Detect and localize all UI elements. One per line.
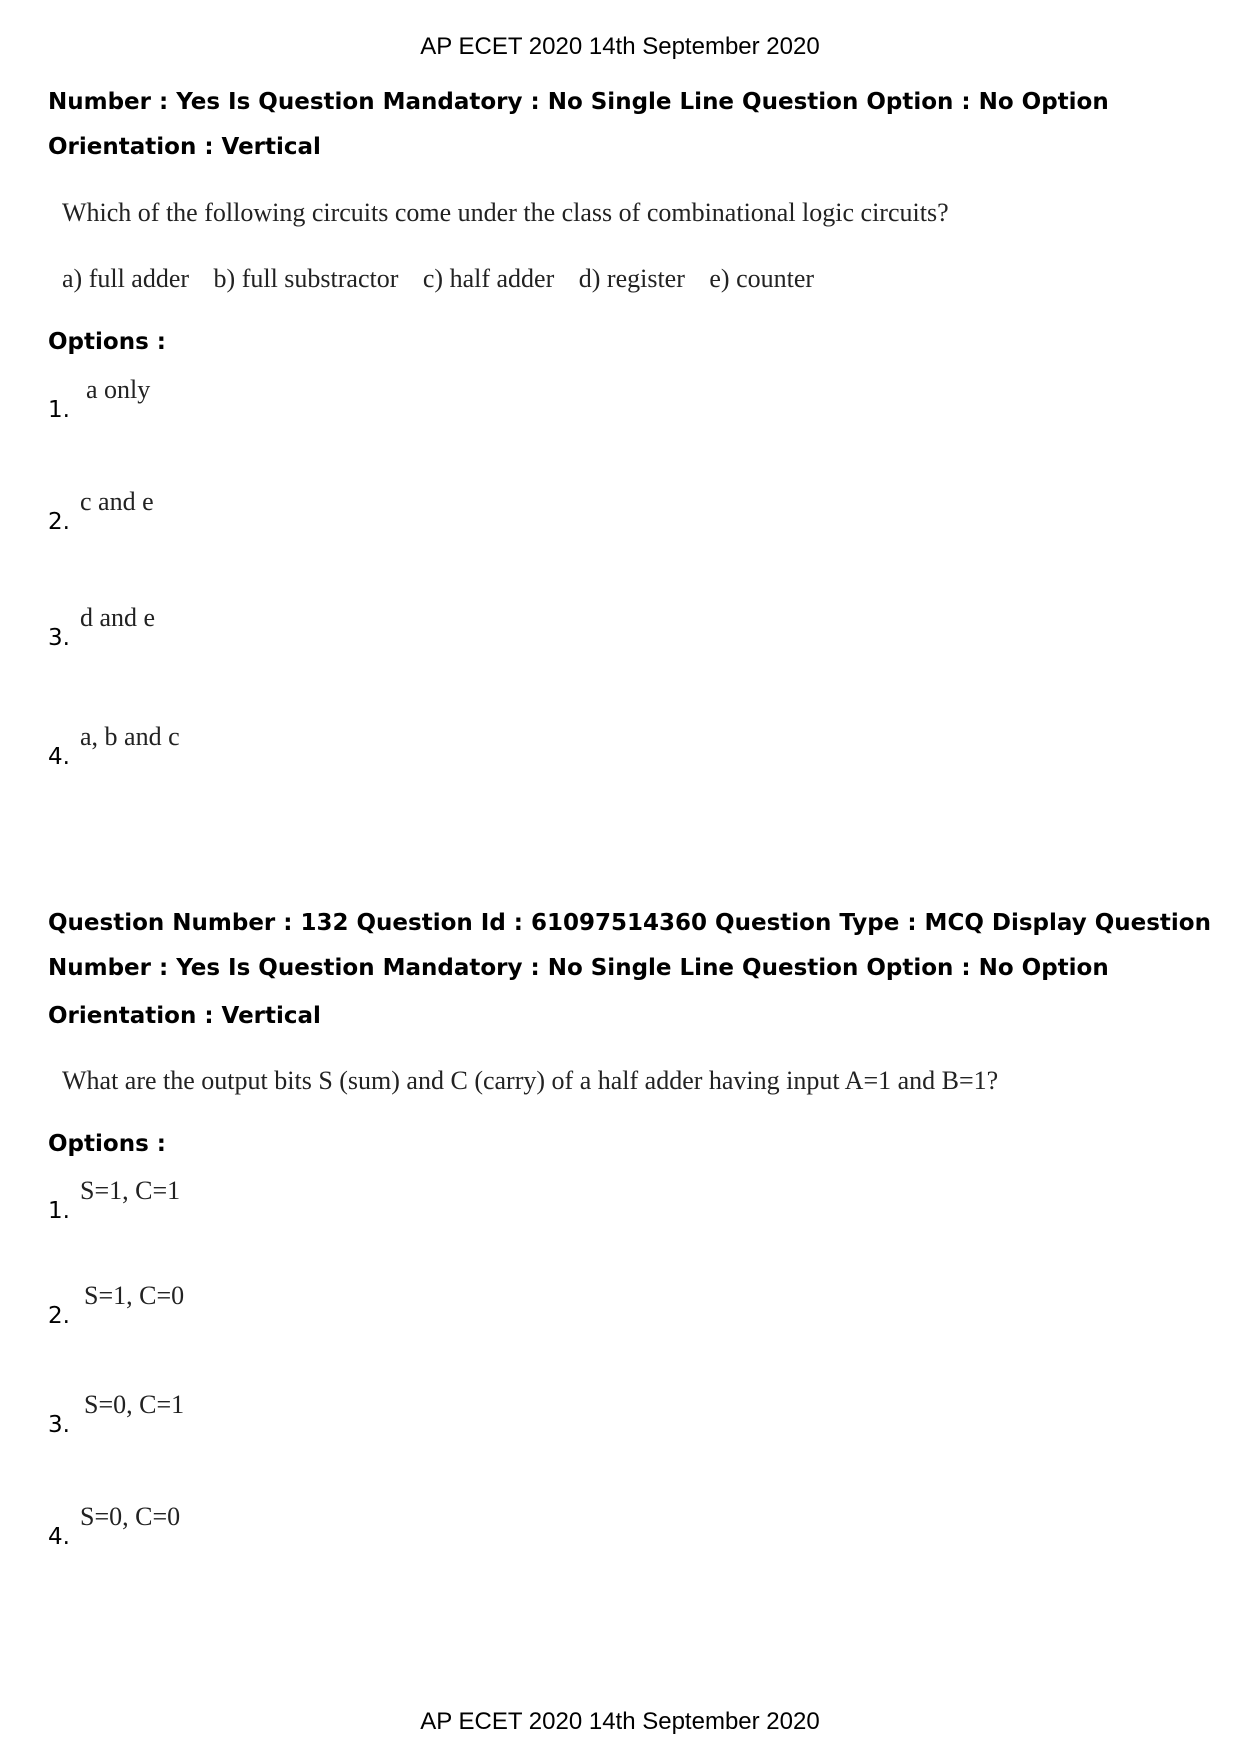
q2-option-2[interactable] bbox=[48, 1281, 648, 1331]
q2-option-1-number: 1. bbox=[48, 1198, 70, 1224]
q2-question-text: What are the output bits S (sum) and C (carry) of a half adder having input A=1 and B=1? bbox=[62, 1066, 999, 1095]
q2-meta-line-2: Number : Yes Is Question Mandatory : No Single Line Question Option : No Option bbox=[48, 955, 1109, 981]
q1-meta-line-1: Number : Yes Is Question Mandatory : No Single Line Question Option : No Option bbox=[48, 89, 1109, 115]
q2-option-1-text: S=1, C=1 bbox=[80, 1176, 181, 1205]
q1-sub-option-c: c) half adder bbox=[422, 264, 555, 293]
q2-option-3[interactable] bbox=[48, 1390, 648, 1440]
q1-sub-option-b: b) full substractor bbox=[213, 264, 399, 293]
q1-option-3-number: 3. bbox=[48, 625, 70, 651]
q2-options-label: Options : bbox=[48, 1131, 166, 1157]
q2-option-3-number: 3. bbox=[48, 1412, 70, 1438]
q1-option-2[interactable] bbox=[48, 487, 648, 537]
q1-sub-options bbox=[62, 264, 832, 294]
q2-option-4-number: 4. bbox=[48, 1524, 70, 1550]
q1-sub-option-d: d) register bbox=[578, 264, 685, 293]
q1-meta-line-2: Orientation : Vertical bbox=[48, 134, 321, 160]
q1-sub-option-e: e) counter bbox=[709, 264, 815, 293]
q1-option-2-number: 2. bbox=[48, 509, 70, 535]
running-footer: AP ECET 2020 14th September 2020 bbox=[420, 1708, 820, 1735]
q2-option-1[interactable] bbox=[48, 1176, 648, 1226]
q1-sub-option-a: a) full adder bbox=[62, 264, 190, 293]
q1-option-1-number: 1. bbox=[48, 397, 70, 423]
q1-options-label: Options : bbox=[48, 329, 166, 355]
q2-meta-line-1: Question Number : 132 Question Id : 61097514360 Question Type : MCQ Display Question bbox=[48, 910, 1211, 936]
q1-option-1[interactable] bbox=[48, 375, 648, 425]
q1-option-3-text: d and e bbox=[80, 603, 156, 632]
q1-option-3[interactable] bbox=[48, 603, 648, 653]
q1-option-4-number: 4. bbox=[48, 744, 70, 770]
q1-option-4-text: a, b and c bbox=[80, 722, 180, 751]
q2-option-4[interactable] bbox=[48, 1502, 648, 1552]
q1-option-4[interactable] bbox=[48, 722, 648, 772]
q2-meta-line-3: Orientation : Vertical bbox=[48, 1003, 321, 1029]
q1-question-text: Which of the following circuits come under the class of combinational logic circuits? bbox=[62, 198, 949, 227]
q2-option-3-text: S=0, C=1 bbox=[84, 1390, 185, 1419]
q1-option-1-text: a only bbox=[86, 375, 151, 404]
q2-option-2-text: S=1, C=0 bbox=[84, 1281, 185, 1310]
q2-option-2-number: 2. bbox=[48, 1303, 70, 1329]
q1-option-2-text: c and e bbox=[80, 487, 154, 516]
q2-option-4-text: S=0, C=0 bbox=[80, 1502, 181, 1531]
running-header: AP ECET 2020 14th September 2020 bbox=[420, 33, 820, 60]
